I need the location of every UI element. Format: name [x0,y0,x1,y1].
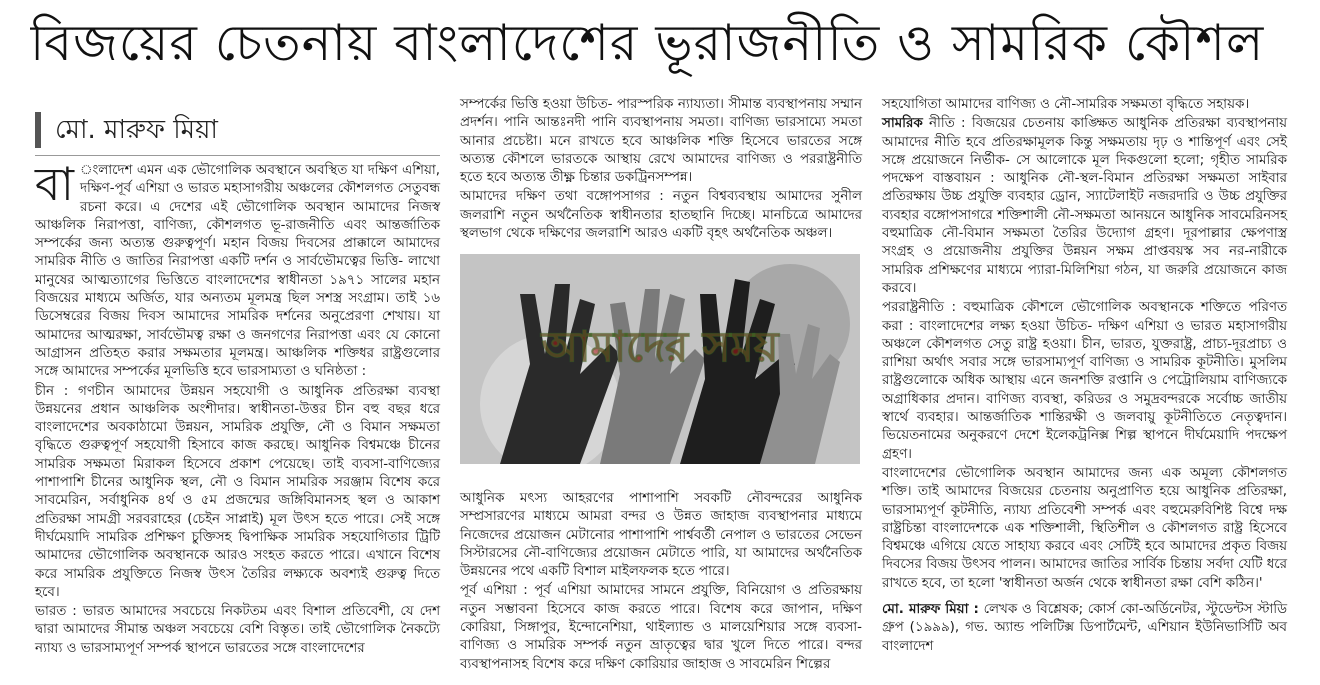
column-2 [460,96,862,244]
paragraph: পূর্ব এশিয়া : পূর্ব এশিয়া আমাদের সামনে প্রযুক্তি, বিনিয়োগ ও প্রতিরক্ষায় নতুন সম্ভাবনা হিসেবে কাজ করতে পারে। বিশেষ করে জাপান, দক্ষিণ কোরিয়া, সিঙ্গাপুর, ইন্দোনেশিয়া, থাইল্যান্ড ও মালয়েশিয়ার সঙ্গে ব্যবসা-বাণিজ্য ও সামরিক সম্পর্ক নতুন ভ্রাতৃত্বের দ্বার খুলে দিতে পারে। বন্দর ব্যবস্থাপনাসহ বিশেষ করে দক্ষিণ কোরিয়ার জাহাজ ও সাবমেরিন শিল্পের [460,583,862,672]
headline: বিজয়ের চেতনায় বাংলাদেশের ভূরাজনীতি ও সামরিক কৌশল [30,14,1265,72]
paragraph: চীন : গণচীন আমাদের উন্নয়ন সহযোগী ও আধুনিক প্রতিরক্ষা ব্যবস্থা উন্নয়নের প্রধান আঞ্চলিক অংশীদার। স্বাধীনতা-উত্তর চীন বহু বছর ধরে বাংলাদেশের অবকাঠামো উন্নয়ন, সামরিক প্রযুক্তি, নৌ ও বিমান সক্ষমতা বৃদ্ধিতে গুরুত্বপূর্ণ সহযোগী হিসাবে কাজ করছে। আধুনিক বিশ্বমঞ্চে চীনের সামরিক সক্ষমতা মিরাকল হিসেবে প্রকাশ পেয়েছে। তাই ব্যবসা-বাণিজ্যের পাশাপাশি চীনের আধুনিক স্থল, নৌ ও বিমান সামরিক সরঞ্জাম বিশেষ করে সাবমেরিন, সর্বাধুনিক ৪র্থ ও ৫ম প্রজন্মের জঙ্গিবিমানসহ স্থল ও আকাশ প্রতিরক্ষা সামগ্রী সরবরাহের (চেইন সাপ্লাই) মূল উৎস হতে পারে। সেই সঙ্গে দীর্ঘমেয়াদি সামরিক প্রশিক্ষণ চুক্তিসহ দ্বিপাক্ষিক সামরিক সহযোগিতার ট্রিটি আমাদের ভৌগোলিক অবস্থানকে আরও সংহত করতে পারে। এখানে বিশেষ করে সামরিক প্রযুক্তিতে নিজস্ব উৎস তৈরির লক্ষ্যকে অবশ্যই গুরুত্ব দিতে হবে। [35,383,440,600]
paragraph: আধুনিক মৎস্য আহরণের পাশাপাশি সবকটি নৌবন্দরের আধুনিক সম্প্রসারণের মাধ্যমে আমরা বন্দর ও উন্নত জাহাজ ব্যবস্থাপনার মাধ্যমে নিজেদের প্রয়োজন মেটানোর পাশাপাশি পার্শ্ববর্তী নেপাল ও ভারতের সেভেন সিস্টারসের নৌ-বাণিজ্যের প্রয়োজন মেটাতে পারি, যা আমাদের অর্থনৈতিক উন্নয়নের পথে একটি বিশাল মাইলফলক হতে পারে। [460,491,862,580]
column-3 [882,96,1287,657]
newspaper-watermark: আমাদের সময় [541,322,779,371]
section-keyword: সামরিক [882,116,923,132]
author-bio-text: লেখক ও বিশ্লেষক; কোর্স কো-অর্ডিনেটর, স্টুডেন্টস স্টাডি গ্রুপ (১৯৯৯), গভ. অ্যান্ড পলিটিক্স ডিপার্টমেন্ট, এশিয়ান ইউনিভার্সিটি অব বাংলাদেশ [882,602,1287,654]
byline: মো. মারুফ মিয়া [35,112,440,148]
author-bio [882,601,1287,656]
byline-rule [35,155,440,156]
dropcap: বা [35,157,74,211]
paragraph: পররাষ্ট্রনীতি : বহুমাত্রিক কৌশলে ভৌগোলিক অবস্থানকে শক্তিতে পরিণত করা : বাংলাদেশের লক্ষ্য হওয়া উচিত- দক্ষিণ এশিয়া ও ভারত মহাসাগরীয় অঞ্চলে কৌশলগত সেতু রাষ্ট্র হওয়া। চীন, ভারত, যুক্তরাষ্ট্র, প্রাচ্য-দূরপ্রাচ্য ও রাশিয়া অর্থাৎ সবার সঙ্গে ভারসাম্যপূর্ণ বাণিজ্য ও সামরিক কূটনীতি। মুসলিম রাষ্ট্রগুলোকে অধিক আস্থায় এনে জনশক্তি রপ্তানি ও পেট্রোলিয়াম বাণিজ্যকে অগ্রাধিকার প্রদান। বাণিজ্য ব্যবস্থা, করিডর ও সমুদ্রবন্দরকে সর্বোচ্চ জাতীয় স্বার্থে ব্যবহার। আন্তর্জাতিক শান্তিরক্ষী ও জলবায়ু কূটনীতিতে নেতৃত্বদান। ভিয়েতনামের অনুকরণে দেশে ইলেকট্রনিক্স শিল্প স্থাপনে দীর্ঘমেয়াদি পদক্ষেপ গ্রহণ। [882,300,1287,462]
paragraph-text: নীতি : বিজয়ের চেতনায় কাঙ্ক্ষিত আধুনিক প্রতিরক্ষা ব্যবস্থাপনায় আমাদের নীতি হবে প্রতিরক্ষামূলক কিন্তু সক্ষমতায় দৃঢ় ও শান্তিপূর্ণ এবং সেই সঙ্গে প্রয়োজনে নির্ভীক- সে আলোকে মূল দিকগুলো হলো; গৃহীত সামরিক পদক্ষেপ বাস্তবায়ন : আধুনিক নৌ-স্থল-বিমান প্রতিরক্ষা সক্ষমতা সাইবার প্রতিরক্ষায় উচ্চ প্রযুক্তি ব্যবহার ড্রোন, স্যাটেলাইট নজরদারি ও উচ্চ প্রযুক্তির ব্যবহার বঙ্গোপসাগরে শক্তিশালী নৌ-সক্ষমতা আনয়নে আধুনিক সাবমেরিনসহ বহুমাত্রিক নৌ-বিমান সক্ষমতা তৈরির উদ্যোগ গ্রহণ। দূরপাল্লার ক্ষেপণাস্ত্র সংগ্রহ ও প্রয়োজনীয় প্রযুক্তির উন্নয়ন সক্ষম প্রাপ্তবয়স্ক সব নর-নারীকে সামরিক প্রশিক্ষণের মাধ্যমে প্যারা-মিলিশিয়া গঠন, যা জরুরি প্রয়োজনে কাজ করবে। [882,116,1287,296]
paragraph: ভারত : ভারত আমাদের সবচেয়ে নিকটতম এবং বিশাল প্রতিবেশী, যে দেশ দ্বারা আমাদের সীমান্ত অঞ্চল সবচেয়ে বেশি বিস্তৃত। তাই ভৌগোলিক নৈকট্যে ন্যায্য ও ভারসাম্যপূর্ণ সম্পর্ক স্থাপনে ভারতের সঙ্গে বাংলাদেশের [35,604,440,656]
paragraph: আমাদের দক্ষিণ তথা বঙ্গোপসাগর : নতুন বিশ্বব্যবস্থায় আমাদের সুনীল জলরাশি নতুন অর্থনৈতিক স্বাধীনতার হাতছানি দিচ্ছে। মানচিত্রে আমাদের স্থলভাগ থেকে দক্ষিণের জলরাশি আরও একটি বৃহৎ অর্থনৈতিক অঞ্চল। [460,189,862,242]
paragraph [35,157,440,382]
paragraph: বাংলাদেশের ভৌগোলিক অবস্থান আমাদের জন্য এক অমূল্য কৌশলগত শক্তি। তাই আমাদের বিজয়ের চেতনায় অনুপ্রাণিত হয়ে আধুনিক প্রতিরক্ষা, ভারসাম্যপূর্ণ কূটনীতি, ন্যায্য প্রতিবেশী সম্পর্ক এবং বহুমেরুবিশিষ্ট বিশ্বে দক্ষ রাষ্ট্রচিন্তা বাংলাদেশকে এক শক্তিশালী, স্থিতিশীল ও কৌশলগত রাষ্ট্র হিসেবে বিশ্বমঞ্চে এগিয়ে যেতে সাহায্য করবে এবং সেটিই হবে আমাদের প্রকৃত বিজয় দিবসের বিজয় উৎসব পালন। আমাদের জাতির সার্বিক চিন্তায় সর্বদা যেটি ধরে রাখতে হবে, তা হলো 'স্বাধীনতা অর্জন থেকে স্বাধীনতা রক্ষা বেশি কঠিন।' [882,465,1287,591]
column-2-lower [460,490,862,675]
paragraph [882,115,1287,298]
paragraph: সম্পর্কের ভিত্তি হওয়া উচিত- পারস্পরিক ন্যায্যতা। সীমান্ত ব্যবস্থাপনায় সম্মান প্রদর্শন। পানি আন্তঃনদী পানি ব্যবস্থাপনায় সমতা। বাণিজ্য ভারসাম্যে সমতা আনার প্রচেষ্টা। মনে রাখতে হবে আঞ্চলিক শক্তি হিসেবে ভারতের সঙ্গে অত্যন্ত কৌশলে ভারতকে আস্থায় রেখে আমাদের বাণিজ্য ও পররাষ্ট্রনীতি হতে হবে অত্যন্ত তীক্ষ্ণ চিন্তার ডকট্রিনসম্পন্ন। [460,97,862,186]
author-name: মো. মারুফ মিয়া : [882,602,979,618]
paragraph-text: ংলাদেশ এমন এক ভৌগোলিক অবস্থানে অবস্থিত যা দক্ষিণ এশিয়া, দক্ষিণ-পূর্ব এশিয়া ও ভারত মহাসাগরীয় অঞ্চলের কৌশলগত সেতুবন্ধ রচনা করে। এ দেশের এই ভৌগোলিক অবস্থান আমাদের নিজস্ব আঞ্চলিক নিরাপত্তা, বাণিজ্য, কৌশলগত ভূ-রাজনীতি এবং আন্তর্জাতিক সম্পর্কের জন্য অত্যন্ত গুরুত্বপূর্ণ। মহান বিজয় দিবসের প্রাক্কালে আমাদের সামরিক নীতি ও জাতির নিরাপত্তা একটি দর্শন ও সার্বভৌমত্বের ভিত্তি- লাখো মানুষের আত্মত্যাগের ভিত্তিতে বাংলাদেশের স্বাধীনতা ১৯৭১ সালের মহান বিজয়ের মাধ্যমে অর্জিত, যার অন্যতম মূলমন্ত্র ছিল সশস্ত্র সংগ্রাম। তাই ১৬ ডিসেম্বরের বিজয় দিবস আমাদের সামরিক দর্শনের অনুপ্রেরণা শেখায়। যা আমাদের আত্মরক্ষা, সার্বভৌমত্ব রক্ষা ও জনগণের নিরাপত্তা এবং যে কোনো আগ্রাসন প্রতিহত করার সক্ষমতার মূলমন্ত্র। আঞ্চলিক শক্তিধর রাষ্ট্রগুলোর সঙ্গে আমাদের সম্পর্কের মূলভিত্তি হবে ভারসাম্যতা ও ঘনিষ্ঠতা : [35,163,440,380]
paragraph: সহযোগিতা আমাদের বাণিজ্য ও নৌ-সামরিক সক্ষমতা বৃদ্ধিতে সহায়ক। [882,97,1250,112]
article-photo [460,254,860,464]
column-1 [35,157,440,659]
